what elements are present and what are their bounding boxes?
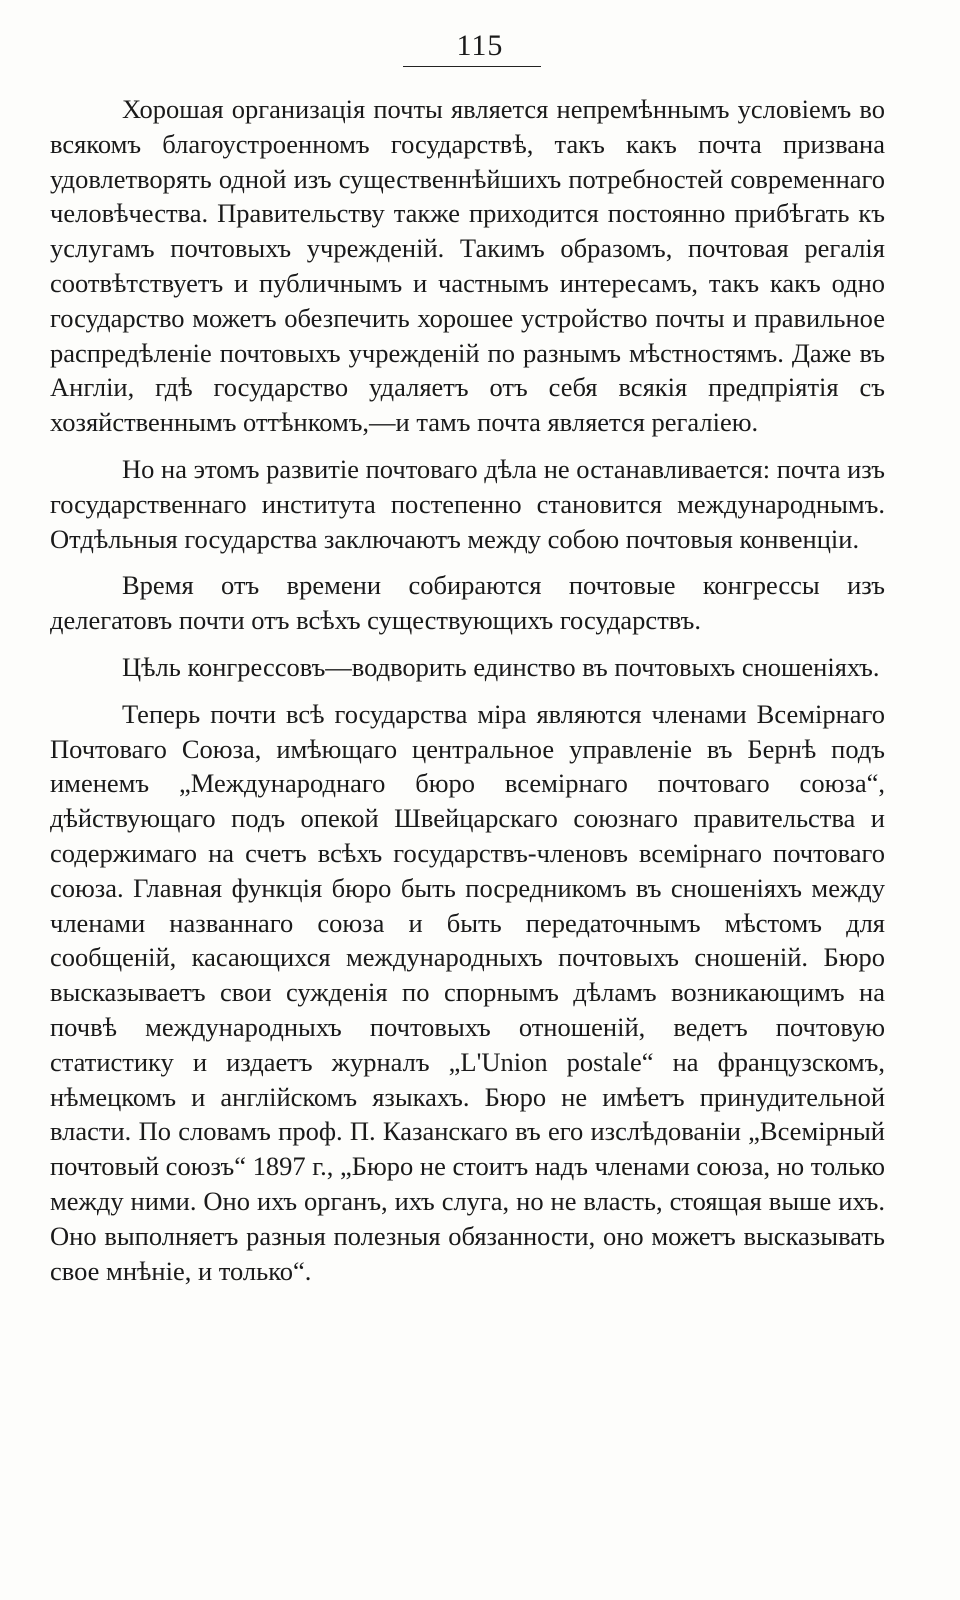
paragraph-congress-goal: Цѣль конгрессовъ—водворить единство въ почтовыхъ сношеніяхъ. — [122, 651, 880, 682]
page-number: 115 — [456, 29, 504, 62]
paragraph-universal-postal-union: Теперь почти всѣ государства міра являются членами Всемірнаго Почтоваго Союза, имѣющаго центральное управленіе въ Бернѣ подъ именемъ „Международнаго бюро всемірнаго почтоваго союза“, дѣйствующаго подъ опекой Швейцарскаго союзнаго правительства и содержимаго на счетъ всѣхъ государствъ-членовъ всемірнаго почтоваго союза. Главная функція бюро быть посредникомъ въ сношеніяхъ между членами названнаго союза и быть передаточнымъ мѣстомъ для сообщеній, касающихся международныхъ почтовыхъ сношеній. Бюро высказываетъ свои сужденія по спорнымъ дѣламъ возникающимъ на почвѣ международныхъ почтовыхъ отношеній, ведетъ почтовую статистику и издаетъ журналъ „L'Union postale“ на французскомъ, нѣмецкомъ и англійскомъ языкахъ. Бюро не имѣетъ принудительной власти. По словамъ проф. П. Казанскаго въ его изслѣдованіи „Всемірный почтовый союзъ“ 1897 г., „Бюро не стоитъ надъ членами союза, но только между ними. Оно ихъ органъ, ихъ слуга, но не власть, стоящая выше ихъ. Оно выполняетъ разныя полезныя обязанности, оно можетъ высказывать свое мнѣніе, и только“. — [50, 698, 885, 1286]
page-number-rule — [403, 66, 541, 67]
paragraph-international-post: Но на этомъ развитіе почтоваго дѣла не останавливается: почта изъ государственнаго института постепенно становится международнымъ. Отдѣльныя государства заключаютъ между собою почтовыя конвенціи. — [50, 453, 885, 554]
body-text — [50, 92, 885, 1288]
paragraph-postal-regalia: Хорошая организація почты является непремѣннымъ условіемъ во всякомъ благоустроенномъ государствѣ, такъ какъ почта призвана удовлетворять одной изъ существеннѣйшихъ потребностей современнаго человѣчества. Правительству также приходится постоянно прибѣгать къ услугамъ почтовыхъ учрежденій. Такимъ образомъ, почтовая регалія соотвѣтствуетъ и публичнымъ и частнымъ интересамъ, такъ какъ одно государство можетъ обезпечить хорошее устройство почты и правильное распредѣленіе почтовыхъ учрежденій по разнымъ мѣстностямъ. Даже въ Англіи, гдѣ государство удаляетъ отъ себя всякія предпріятія съ хозяйственнымъ оттѣнкомъ,—и тамъ почта является регаліею. — [50, 94, 885, 438]
paragraph-postal-congresses: Время отъ времени собираются почтовые конгрессы изъ делегатовъ почти отъ всѣхъ существующихъ государствъ. — [50, 570, 885, 636]
